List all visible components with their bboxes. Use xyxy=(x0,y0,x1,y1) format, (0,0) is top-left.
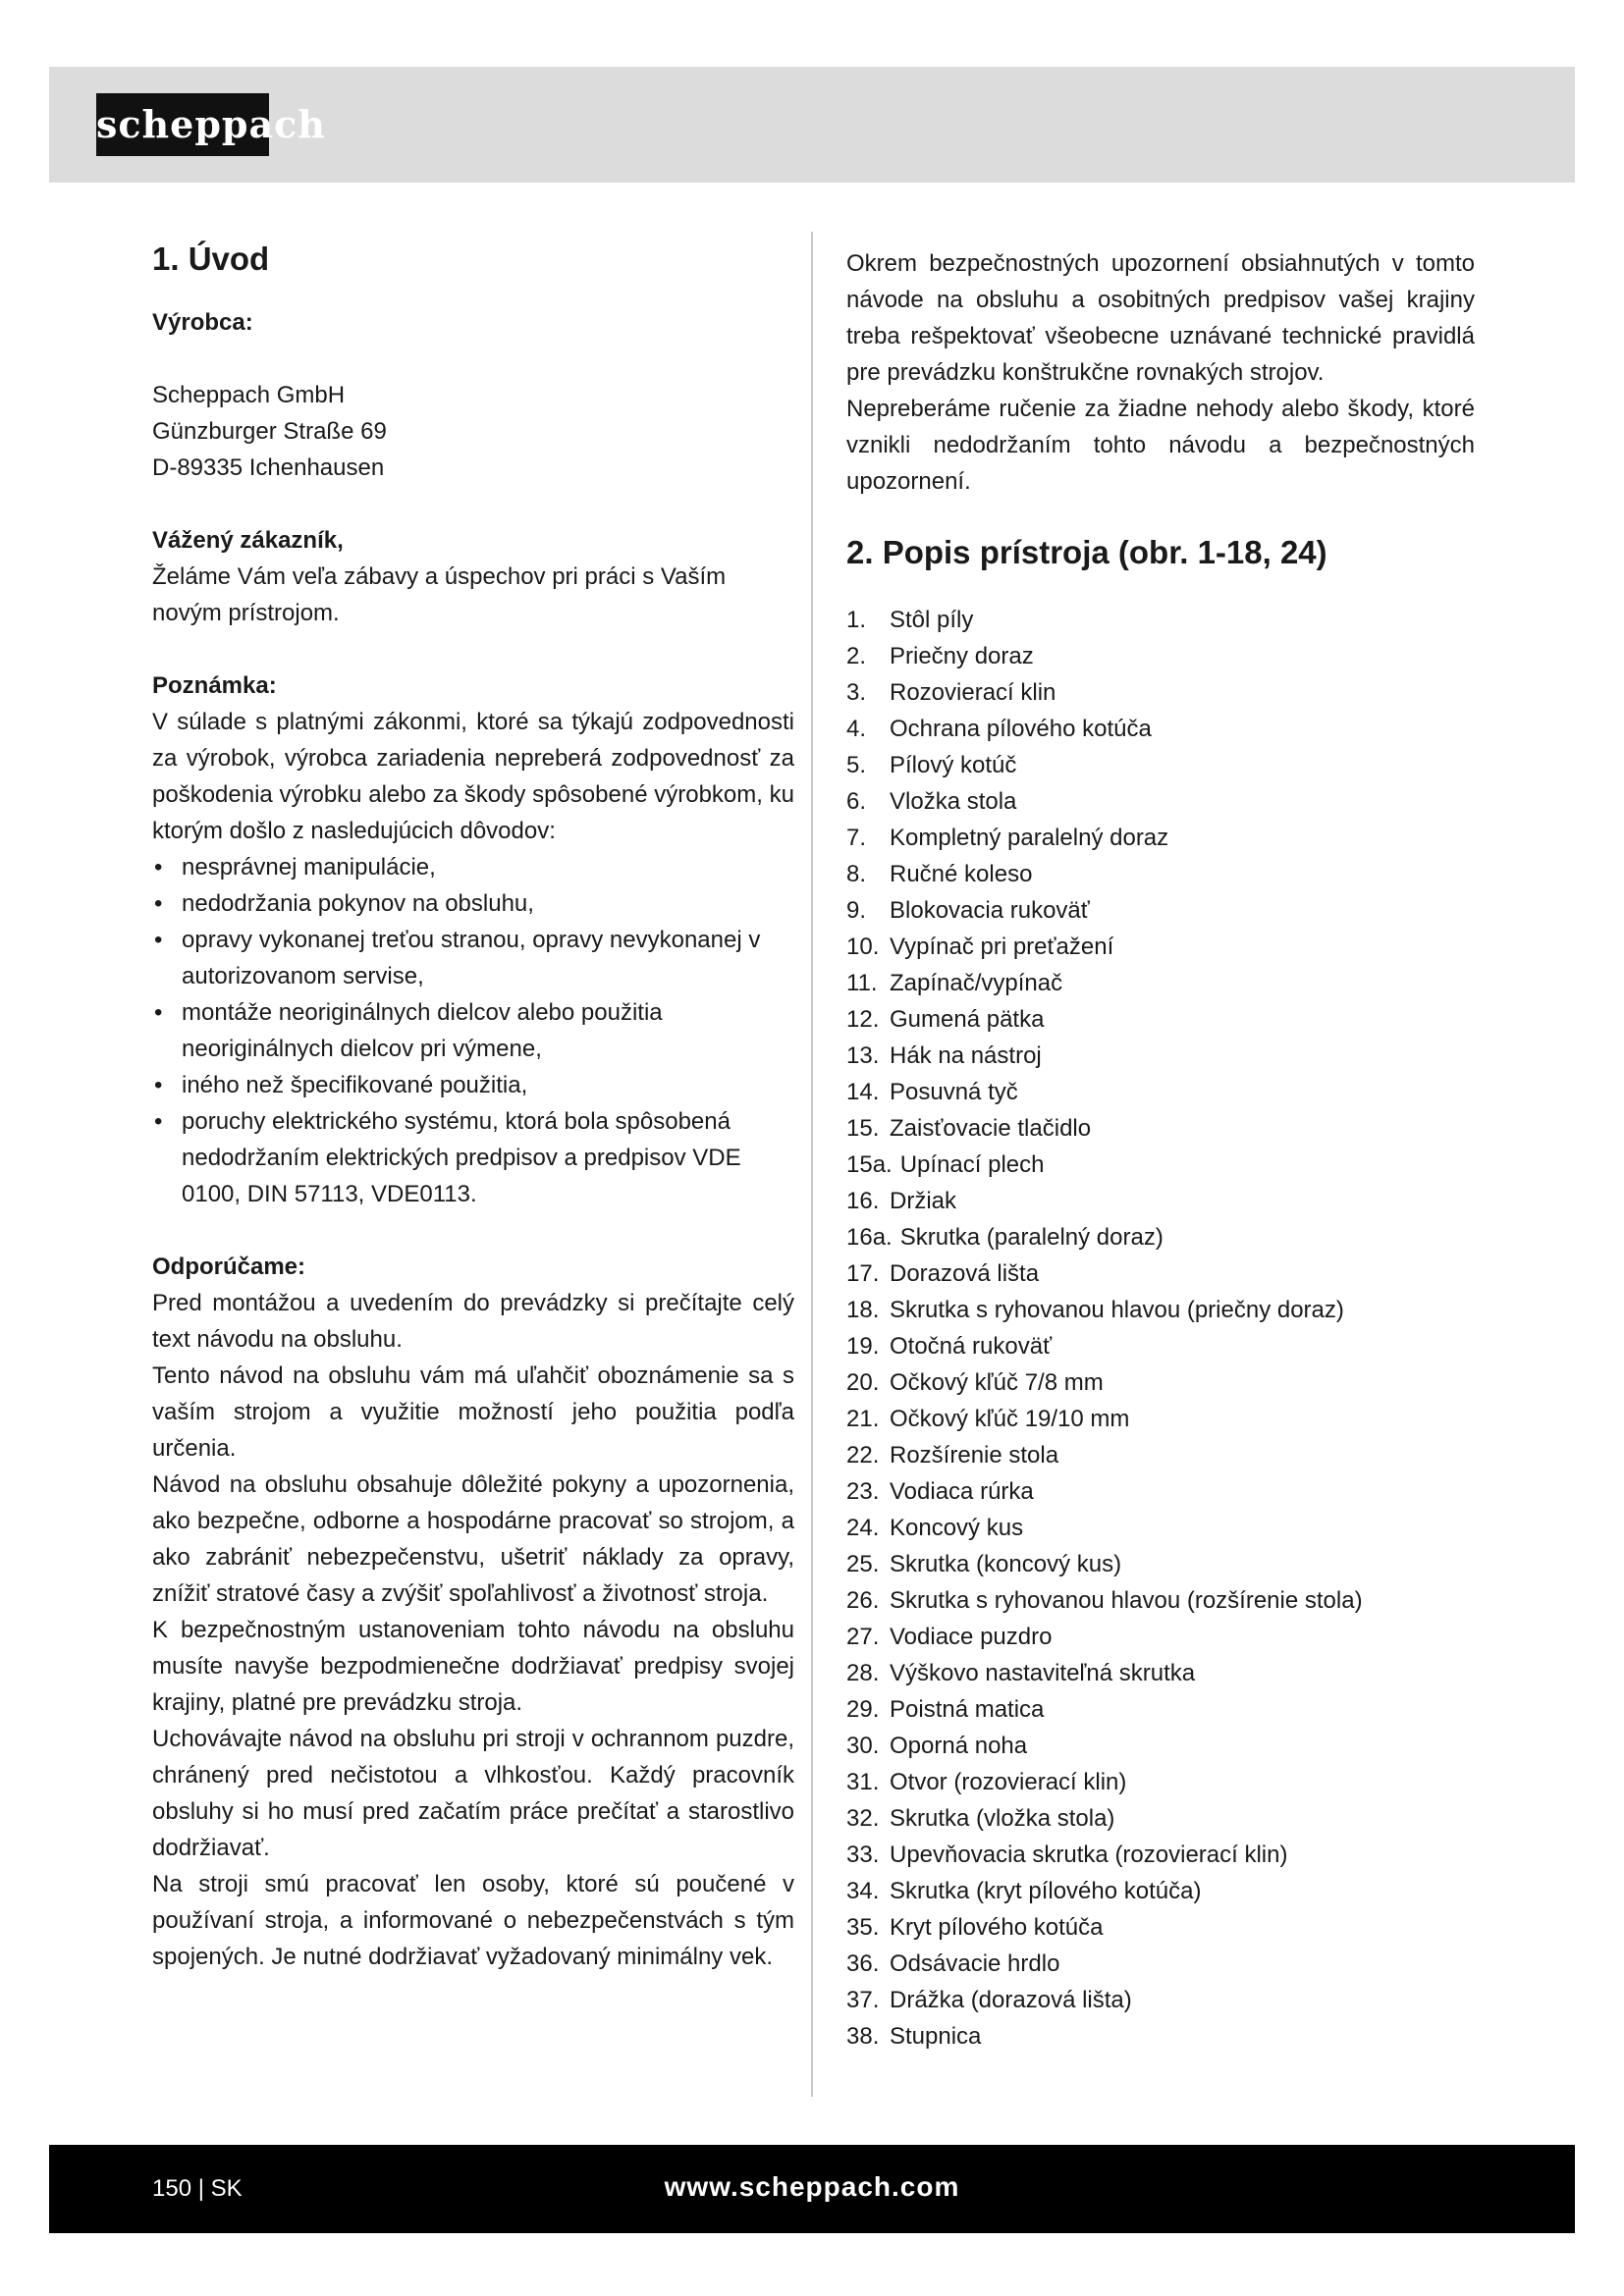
continued-paragraph: Okrem bezpečnostných upozornení obsiahnutých v tomto návode na obsluhu a osobitných predpisov vašej krajiny treba rešpektovať všeobecne uznávané technické pravidlá pre prevádzku konštrukčne rovnakých strojov. xyxy=(846,250,1475,386)
list-item xyxy=(846,1909,1475,1946)
list-item xyxy=(846,1183,1475,1219)
part-number: 35. xyxy=(846,1914,880,1941)
part-number: 1. xyxy=(846,607,867,633)
list-item xyxy=(846,1873,1475,1909)
part-number: 16a. xyxy=(846,1224,893,1251)
part-number: 22. xyxy=(846,1442,880,1468)
list-item xyxy=(846,1255,1475,1292)
part-number: 12. xyxy=(846,1006,880,1033)
part-number: 29. xyxy=(846,1696,880,1723)
reasons-list xyxy=(152,849,794,1212)
list-item xyxy=(846,1364,1475,1401)
part-label: Očkový kľúč 19/10 mm xyxy=(890,1406,1130,1432)
part-label: Očkový kľúč 7/8 mm xyxy=(890,1369,1104,1396)
list-item xyxy=(846,1328,1475,1364)
list-item: • iného než špecifikované použitia, xyxy=(152,1067,794,1103)
part-number: 7. xyxy=(846,825,867,851)
address-line: D-89335 Ichenhausen xyxy=(152,454,385,481)
part-number: 27. xyxy=(846,1624,880,1650)
list-item xyxy=(846,1437,1475,1473)
part-label: Zaisťovacie tlačidlo xyxy=(890,1115,1092,1142)
part-label: Kryt pílového kotúča xyxy=(890,1914,1104,1941)
part-label: Koncový kus xyxy=(890,1515,1024,1541)
part-number: 18. xyxy=(846,1297,880,1323)
part-label: Oporná noha xyxy=(890,1733,1028,1759)
list-item xyxy=(846,1110,1475,1147)
list-item xyxy=(846,674,1475,711)
part-label: Pílový kotúč xyxy=(890,752,1017,778)
list-item xyxy=(846,1764,1475,1800)
part-label: Odsávacie hrdlo xyxy=(890,1950,1060,1977)
part-number: 19. xyxy=(846,1333,880,1360)
part-number: 15a. xyxy=(846,1151,893,1178)
part-label: Stôl píly xyxy=(890,607,974,633)
part-label: Vložka stola xyxy=(890,788,1017,815)
list-item xyxy=(846,1546,1475,1582)
list-item xyxy=(846,1219,1475,1255)
list-item: • opravy vykonanej treťou stranou, opravy nevykonanej v autorizovanom servise, xyxy=(152,922,794,994)
part-label: Ručné koleso xyxy=(890,861,1033,887)
part-label: Blokovacia rukoväť xyxy=(890,897,1090,924)
recommend-paragraph: K bezpečnostným ustanoveniam tohto návodu na obsluhu musíte navyše bezpodmienečne dodržiavať predpisy svojej krajiny, platné pre prevádzku stroja. xyxy=(152,1617,794,1716)
list-item xyxy=(846,1728,1475,1764)
part-label: Skrutka (koncový kus) xyxy=(890,1551,1122,1577)
part-label: Dorazová lišta xyxy=(890,1260,1040,1287)
part-number: 2. xyxy=(846,643,867,669)
part-number: 17. xyxy=(846,1260,880,1287)
left-column xyxy=(152,236,794,1975)
part-number: 25. xyxy=(846,1551,880,1577)
part-number: 28. xyxy=(846,1660,880,1686)
description-heading: 2. Popis prístroja (obr. 1-18, 24) xyxy=(846,534,1327,570)
part-number: 30. xyxy=(846,1733,880,1759)
list-item: • montáže neoriginálnych dielcov alebo použitia neoriginálnych dielcov pri výmene, xyxy=(152,994,794,1067)
list-item xyxy=(846,856,1475,892)
note-label: Poznámka: xyxy=(152,672,277,699)
intro-heading: 1. Úvod xyxy=(152,240,270,277)
list-item xyxy=(846,711,1475,747)
address-line: Günzburger Straße 69 xyxy=(152,418,387,445)
part-label: Kompletný paralelný doraz xyxy=(890,825,1169,851)
list-item xyxy=(846,1655,1475,1691)
recommend-paragraph: Návod na obsluhu obsahuje dôležité pokyny a upozornenia, ako bezpečne, odborne a hospodárne pracovať so strojom, a ako zabrániť nebezpečenstvu, ušetriť náklady za opravy, znížiť stratové časy a zvýšiť spoľahlivosť a životnosť stroja. xyxy=(152,1471,794,1607)
part-number: 26. xyxy=(846,1587,880,1614)
part-number: 21. xyxy=(846,1406,880,1432)
part-number: 6. xyxy=(846,788,867,815)
brand-logo: scheppach xyxy=(96,93,269,156)
part-label: Vodiaca rúrka xyxy=(890,1478,1034,1505)
part-label: Skrutka s ryhovanou hlavou (priečny doraz) xyxy=(890,1297,1344,1323)
list-item xyxy=(846,1292,1475,1328)
recommend-label: Odporúčame: xyxy=(152,1254,306,1280)
part-number: 8. xyxy=(846,861,867,887)
list-item xyxy=(846,1510,1475,1546)
list-item xyxy=(846,1001,1475,1038)
part-number: 9. xyxy=(846,897,867,924)
manufacturer-label: Výrobca: xyxy=(152,309,253,336)
part-label: Priečny doraz xyxy=(890,643,1034,669)
list-item xyxy=(846,602,1475,638)
part-number: 36. xyxy=(846,1950,880,1977)
list-item: • nesprávnej manipulácie, xyxy=(152,849,794,885)
right-column xyxy=(846,245,1475,2055)
part-label: Skrutka (kryt pílového kotúča) xyxy=(890,1878,1202,1904)
part-number: 32. xyxy=(846,1805,880,1832)
list-item: • poruchy elektrického systému, ktorá bola spôsobená nedodržaním elektrických predpisov a predpisov VDE 0100, DIN 57113, VDE0113. xyxy=(152,1103,794,1212)
part-label: Gumená pätka xyxy=(890,1006,1045,1033)
list-item xyxy=(846,965,1475,1001)
part-label: Ochrana pílového kotúča xyxy=(890,716,1152,742)
recommend-paragraph: Pred montážou a uvedením do prevádzky si prečítajte celý text návodu na obsluhu. xyxy=(152,1290,794,1353)
part-label: Upevňovacia skrutka (rozovierací klin) xyxy=(890,1842,1288,1868)
list-item xyxy=(846,1837,1475,1873)
part-number: 15. xyxy=(846,1115,880,1142)
list-item xyxy=(846,1946,1475,1982)
list-item xyxy=(846,1038,1475,1074)
part-number: 34. xyxy=(846,1878,880,1904)
column-divider xyxy=(811,232,813,2097)
list-item xyxy=(846,929,1475,965)
list-item xyxy=(846,783,1475,820)
part-number: 38. xyxy=(846,2023,880,2050)
part-number: 33. xyxy=(846,1842,880,1868)
part-label: Vypínač pri preťažení xyxy=(890,934,1114,960)
part-label: Otvor (rozovierací klin) xyxy=(890,1769,1127,1795)
part-number: 13. xyxy=(846,1042,880,1069)
part-label: Skrutka s ryhovanou hlavou (rozšírenie stola) xyxy=(890,1587,1363,1614)
part-number: 11. xyxy=(846,970,878,996)
part-number: 24. xyxy=(846,1515,880,1541)
greeting-label: Vážený zákazník, xyxy=(152,527,344,554)
recommend-paragraph: Uchovávajte návod na obsluhu pri stroji v ochrannom puzdre, chránený pred nečistotou a vlhkosťou. Každý pracovník obsluhy si ho musí pred začatím práce prečítať a starostlivo dodržiavať. xyxy=(152,1726,794,1861)
page-number: 150 | SK xyxy=(152,2175,243,2202)
list-item xyxy=(846,1619,1475,1655)
part-number: 4. xyxy=(846,716,867,742)
website-link[interactable]: www.scheppach.com xyxy=(664,2171,960,2202)
list-item xyxy=(846,1074,1475,1110)
part-number: 23. xyxy=(846,1478,880,1505)
part-number: 3. xyxy=(846,679,867,706)
part-number: 31. xyxy=(846,1769,880,1795)
part-number: 37. xyxy=(846,1987,880,2013)
list-item xyxy=(846,820,1475,856)
footer xyxy=(49,2145,1575,2233)
part-label: Drážka (dorazová lišta) xyxy=(890,1987,1132,2013)
part-label: Rozovierací klin xyxy=(890,679,1056,706)
part-label: Posuvná tyč xyxy=(890,1079,1018,1105)
part-label: Skrutka (paralelný doraz) xyxy=(899,1224,1164,1251)
part-number: 20. xyxy=(846,1369,880,1396)
list-item xyxy=(846,1800,1475,1837)
greeting-text: Želáme Vám veľa zábavy a úspechov pri práci s Vaším novým prístrojom. xyxy=(152,563,727,626)
address-line: Scheppach GmbH xyxy=(152,382,346,408)
list-item xyxy=(846,2018,1475,2055)
continued-paragraph: Nepreberáme ručenie za žiadne nehody alebo škody, ktoré vznikli nedodržaním tohto návodu a bezpečnostných upozornení. xyxy=(846,396,1475,495)
part-label: Stupnica xyxy=(890,2023,982,2050)
list-item: • nedodržania pokynov na obsluhu, xyxy=(152,885,794,922)
part-label: Vodiace puzdro xyxy=(890,1624,1053,1650)
part-number: 14. xyxy=(846,1079,880,1105)
list-item xyxy=(846,1582,1475,1619)
note-text: V súlade s platnými zákonmi, ktoré sa týkajú zodpovednosti za výrobok, výrobca zariadenia nepreberá zodpovednosť za poškodenia výrobku alebo za škody spôsobené výrobkom, ku ktorým došlo z nasledujúcich dôvodov: xyxy=(152,709,794,844)
part-label: Držiak xyxy=(890,1188,957,1214)
list-item xyxy=(846,747,1475,783)
recommend-paragraph: Na stroji smú pracovať len osoby, ktoré sú poučené v používaní stroja, a informované o nebezpečenstvách s tým spojených. Je nutné dodržiavať vyžadovaný minimálny vek. xyxy=(152,1871,794,1970)
list-item xyxy=(846,1147,1475,1183)
part-label: Hák na nástroj xyxy=(890,1042,1042,1069)
part-label: Upínací plech xyxy=(899,1151,1045,1178)
list-item xyxy=(846,1982,1475,2018)
list-item xyxy=(846,892,1475,929)
list-item xyxy=(846,1401,1475,1437)
recommend-paragraph: Tento návod na obsluhu vám má uľahčiť oboznámenie sa s vaším strojom a využitie možností jeho použitia podľa určenia. xyxy=(152,1362,794,1462)
part-label: Skrutka (vložka stola) xyxy=(890,1805,1115,1832)
list-item xyxy=(846,1473,1475,1510)
part-number: 10. xyxy=(846,934,880,960)
list-item xyxy=(846,638,1475,674)
part-number: 5. xyxy=(846,752,867,778)
part-number: 16. xyxy=(846,1188,880,1214)
part-label: Výškovo nastaviteľná skrutka xyxy=(890,1660,1196,1686)
list-item xyxy=(846,1691,1475,1728)
part-label: Rozšírenie stola xyxy=(890,1442,1059,1468)
part-label: Poistná matica xyxy=(890,1696,1045,1723)
part-label: Otočná rukoväť xyxy=(890,1333,1053,1360)
parts-list xyxy=(846,602,1475,2055)
header-band xyxy=(49,67,1575,183)
part-label: Zapínač/vypínač xyxy=(890,970,1063,996)
